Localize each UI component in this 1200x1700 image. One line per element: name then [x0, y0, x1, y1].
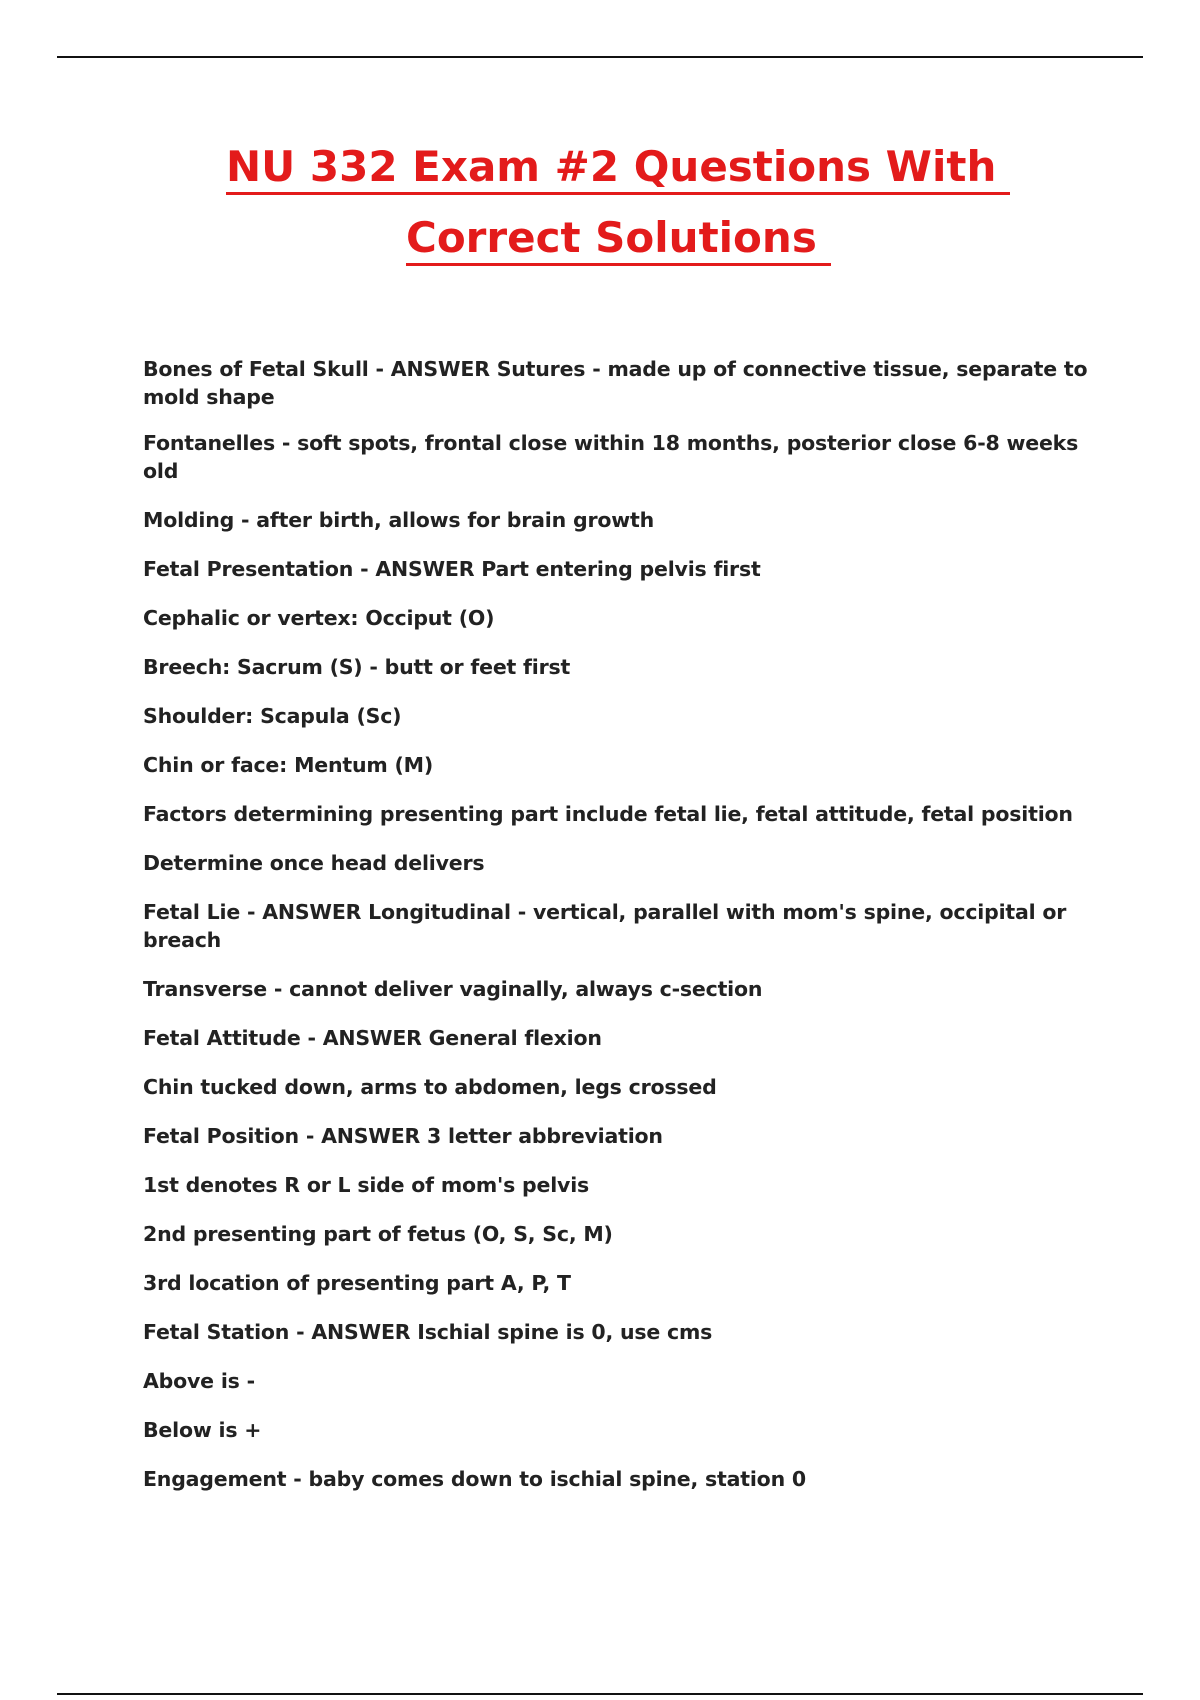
body-line: Fontanelles - soft spots, frontal close within 18 months, posterior close 6-8 weeks old — [143, 431, 1079, 483]
body-line: Below is + — [143, 1418, 262, 1442]
body-line: Transverse - cannot deliver vaginally, always c-section — [143, 977, 763, 1001]
body-line: Factors determining presenting part include fetal lie, fetal attitude, fetal position — [143, 802, 1073, 826]
document-body — [143, 355, 1103, 1514]
body-line: Fetal Lie - ANSWER Longitudinal - vertical, parallel with mom's spine, occipital or breach — [143, 900, 1067, 952]
body-line: Fetal Station - ANSWER Ischial spine is 0, use cms — [143, 1320, 713, 1344]
body-line: Determine once head delivers — [143, 851, 485, 875]
body-line: Fetal Attitude - ANSWER General flexion — [143, 1026, 602, 1050]
body-line: Fetal Position - ANSWER 3 letter abbreviation — [143, 1124, 663, 1148]
body-line: Fetal Presentation - ANSWER Part entering pelvis first — [143, 557, 761, 581]
body-line: Chin or face: Mentum (M) — [143, 753, 433, 777]
body-line: Shoulder: Scapula (Sc) — [143, 704, 402, 728]
title-line-2: Correct Solutions — [406, 217, 831, 266]
footer-rule — [57, 1693, 1143, 1695]
body-line: Cephalic or vertex: Occiput (O) — [143, 606, 495, 630]
body-line: Engagement - baby comes down to ischial spine, station 0 — [143, 1467, 806, 1491]
body-line: Molding - after birth, allows for brain growth — [143, 508, 654, 532]
body-line: Above is - — [143, 1369, 255, 1393]
header-rule — [57, 56, 1143, 58]
body-line: 1st denotes R or L side of mom's pelvis — [143, 1173, 590, 1197]
body-line: Breech: Sacrum (S) - butt or feet first — [143, 655, 571, 679]
body-line: Bones of Fetal Skull - ANSWER Sutures - made up of connective tissue, separate to mold shape — [143, 357, 1088, 409]
body-line: 2nd presenting part of fetus (O, S, Sc, M) — [143, 1222, 613, 1246]
title-line-1: NU 332 Exam #2 Questions With — [226, 146, 1010, 195]
body-line: Chin tucked down, arms to abdomen, legs crossed — [143, 1075, 717, 1099]
body-line: 3rd location of presenting part A, P, T — [143, 1271, 571, 1295]
